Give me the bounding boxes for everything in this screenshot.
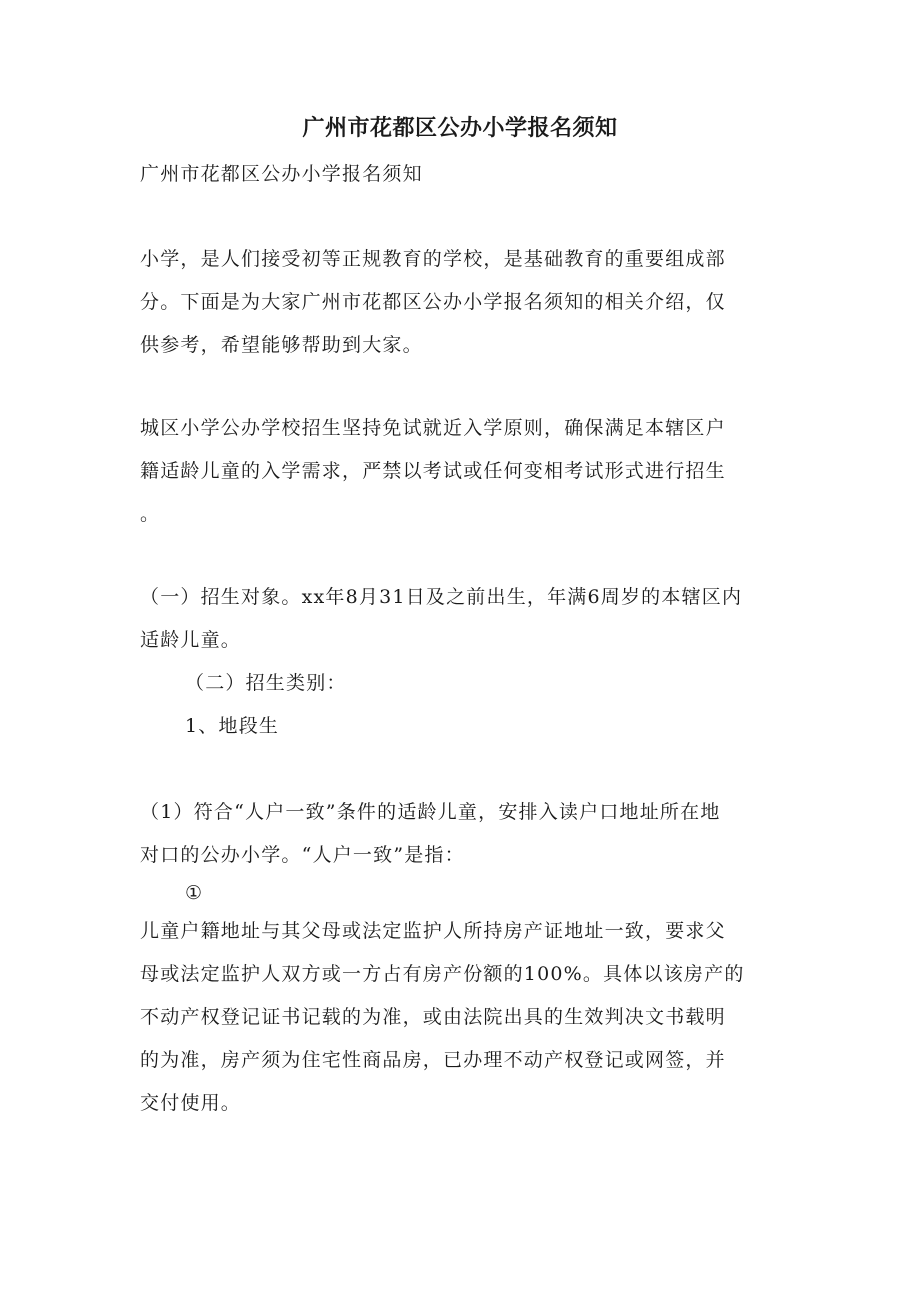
- document-subtitle: 广州市花都区公办小学报名须知: [140, 163, 423, 185]
- enrollment-target-paragraph: （一）招生对象。xx年8月31日及之前出生，年满6周岁的本辖区内 适龄儿童。: [140, 586, 743, 651]
- intro-paragraph: 小学，是人们接受初等正规教育的学校，是基础教育的重要组成部 分。下面是为大家广州市花都区公办小学报名须知的相关介绍，仅 供参考，希望能够帮助到大家。: [140, 248, 726, 356]
- enrollment-category-heading: （二）招生类别：: [185, 672, 347, 694]
- item-marker: ①: [185, 882, 204, 904]
- district-student-heading: 1、地段生: [185, 715, 280, 737]
- document-title: 广州市花都区公办小学报名须知: [302, 115, 618, 141]
- principle-paragraph: 城区小学公办学校招生坚持免试就近入学原则，确保满足本辖区户 籍适龄儿童的入学需求，严禁以考试或任何变相考试形式进行招生 。: [140, 417, 726, 525]
- residence-condition-paragraph: （1）符合“人户一致”条件的适龄儿童，安排入读户口地址所在地 对口的公办小学。“人户一致”是指：: [140, 801, 721, 866]
- household-address-paragraph: 儿童户籍地址与其父母或法定监护人所持房产证地址一致，要求父 母或法定监护人双方或一方占有房产份额的100%。具体以该房产的 不动产权登记证书记载的为准，或由法院出具的生效判决文书载明 的为准，房产须为住宅性商品房，已办理不动产权登记或网签，并 交付使用。: [140, 920, 745, 1114]
